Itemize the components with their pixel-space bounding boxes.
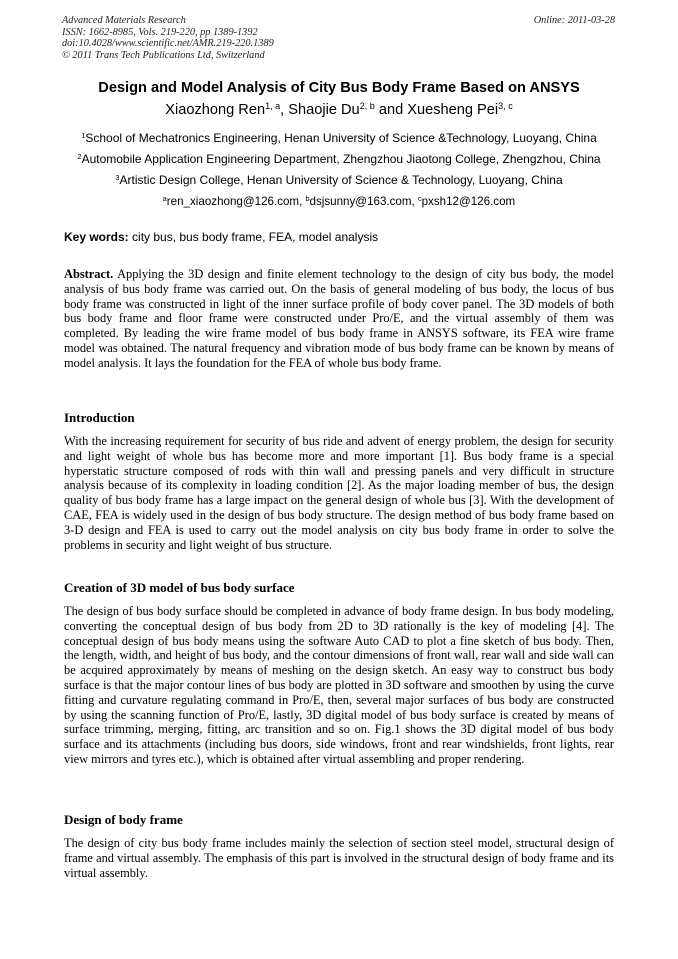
email-sup: b xyxy=(305,194,310,204)
email-address[interactable]: dsjsunny@163.com, xyxy=(309,195,418,208)
affiliation-text: Automobile Application Engineering Department, Zhengzhou Jiaotong College, Zhengzhou, China xyxy=(81,152,601,166)
author-name: Xiaozhong Ren xyxy=(165,102,266,118)
keywords-label: Key words: xyxy=(64,230,129,244)
affiliation-2 xyxy=(20,152,658,166)
email-address[interactable]: pxsh12@126.com xyxy=(421,195,516,208)
section-heading-body-frame: Design of body frame xyxy=(64,812,183,827)
affiliation-text: School of Mechatronics Engineering, Henan University of Science &Technology, Luoyang, China xyxy=(85,131,597,145)
abstract-label: Abstract. xyxy=(64,267,114,281)
abstract xyxy=(64,267,614,371)
author-sup: 2, b xyxy=(359,101,375,112)
online-date: Online: 2011-03-28 xyxy=(533,15,615,26)
author-sep: and xyxy=(374,102,408,118)
copyright-line: © 2011 Trans Tech Publications Ltd, Switzerland xyxy=(62,49,265,61)
author-sup: 3, c xyxy=(498,101,513,112)
affiliation-1 xyxy=(20,131,658,145)
section-heading-3d-model: Creation of 3D model of bus body surface xyxy=(64,580,295,595)
abstract-text: Applying the 3D design and finite element technology to the design of city bus body, the model analysis of bus body frame was carried out. On the basis of general modeling of bus body, the locus of bus body frame was constructed in light of the inner surface profile of body cover panel. The 3D models of both bus body frame and floor frame were constructed under Pro/E, and the virtual assembly of them was completed. By leading the wire frame model of bus body frame in ANSYS software, its FEA wire frame model was obtained. The natural frequency and vibration mode of bus body frame can be known by means of model analysis. It lays the foundation for the FEA of whole bus body frame. xyxy=(64,267,614,370)
issn-line: ISSN: 1662-8985, Vols. 219-220, pp 1389-1392 xyxy=(62,26,258,38)
journal-name: Advanced Materials Research xyxy=(62,15,186,26)
affiliation-sup: 2 xyxy=(77,151,82,161)
paper-title: Design and Model Analysis of City Bus Body Frame Based on ANSYS xyxy=(98,80,580,96)
keywords-text: city bus, bus body frame, FEA, model analysis xyxy=(128,230,379,244)
section-text-introduction: With the increasing requirement for security of bus ride and advent of energy problem, the design for security and light weight of whole bus has become more and more important [1]. Bus body frame is a special hyperstatic structure composed of rods with thin wall and pressing panels and very difficult in structure analysis because of its complexity in loading condition [2]. As the major loading member of bus, the design quality of bus body frame has a large impact on the general design of whole bus [3]. With the development of CAE, FEA is widely used in the design of bus body structure. The design method of bus body frame based on 3-D design and FEA is used to carry out the model analysis on city bus body frame in order to solve the problems in security and light weight of bus structure. xyxy=(64,434,614,552)
author-name: Shaojie Du xyxy=(288,102,360,118)
affiliation-sup: 3 xyxy=(115,172,120,182)
journal-header xyxy=(62,15,615,61)
author-line xyxy=(40,102,638,118)
affiliation-sup: 1 xyxy=(81,130,86,140)
section-text-3d-model: The design of bus body surface should be completed in advance of body frame design. In bus body modeling, converting the conceptual design of bus body from 2D to 3D rationally is the key of modeling [4]. The conceptual design of bus body means using the software Auto CAD to plot a fine sketch of bus body. Then, the length, width, and height of bus body, and the contour dimensions of front wall, rear wall and side wall can be acquired approximately by means of meshing on the design sketch. An easy way to construct bus body surface is that the major contour lines of bus body are plotted in 3D software and smoothen by using the curve fitting and curvature regulating command in Pro/E, then, several major surfaces of bus body are constructed by using the scanning function of Pro/E, lastly, 3D digital model of bus body surface is created by means of surface trimming, merging, fitting, arc transition and so on. Fig.1 shows the 3D digital model of bus body surface and its attachments (including bus doors, side windows, front and rear windshields, front lights, rear view mirrors and tyres etc.), which is obtained after virtual assembling and proper rendering. xyxy=(64,604,614,766)
section-heading-introduction: Introduction xyxy=(64,410,135,425)
author-sep: , xyxy=(280,102,289,118)
affiliation-3 xyxy=(20,173,658,187)
email-line xyxy=(40,195,638,208)
author-sup: 1, a xyxy=(265,101,281,112)
affiliation-text: Artistic Design College, Henan University of Science & Technology, Luoyang, China xyxy=(119,173,563,187)
section-text-body-frame: The design of city bus body frame includes mainly the selection of section steel model, structural design of frame and virtual assembly. The emphasis of this part is involved in the structural design of body frame and its virtual assembly. xyxy=(64,836,614,880)
email-sup: a xyxy=(162,194,167,204)
author-name: Xuesheng Pei xyxy=(407,102,499,118)
keywords xyxy=(64,230,378,244)
doi-line: doi:10.4028/www.scientific.net/AMR.219-220.1389 xyxy=(62,38,274,49)
email-sup: c xyxy=(417,194,422,204)
email-address[interactable]: ren_xiaozhong@126.com, xyxy=(166,195,306,208)
